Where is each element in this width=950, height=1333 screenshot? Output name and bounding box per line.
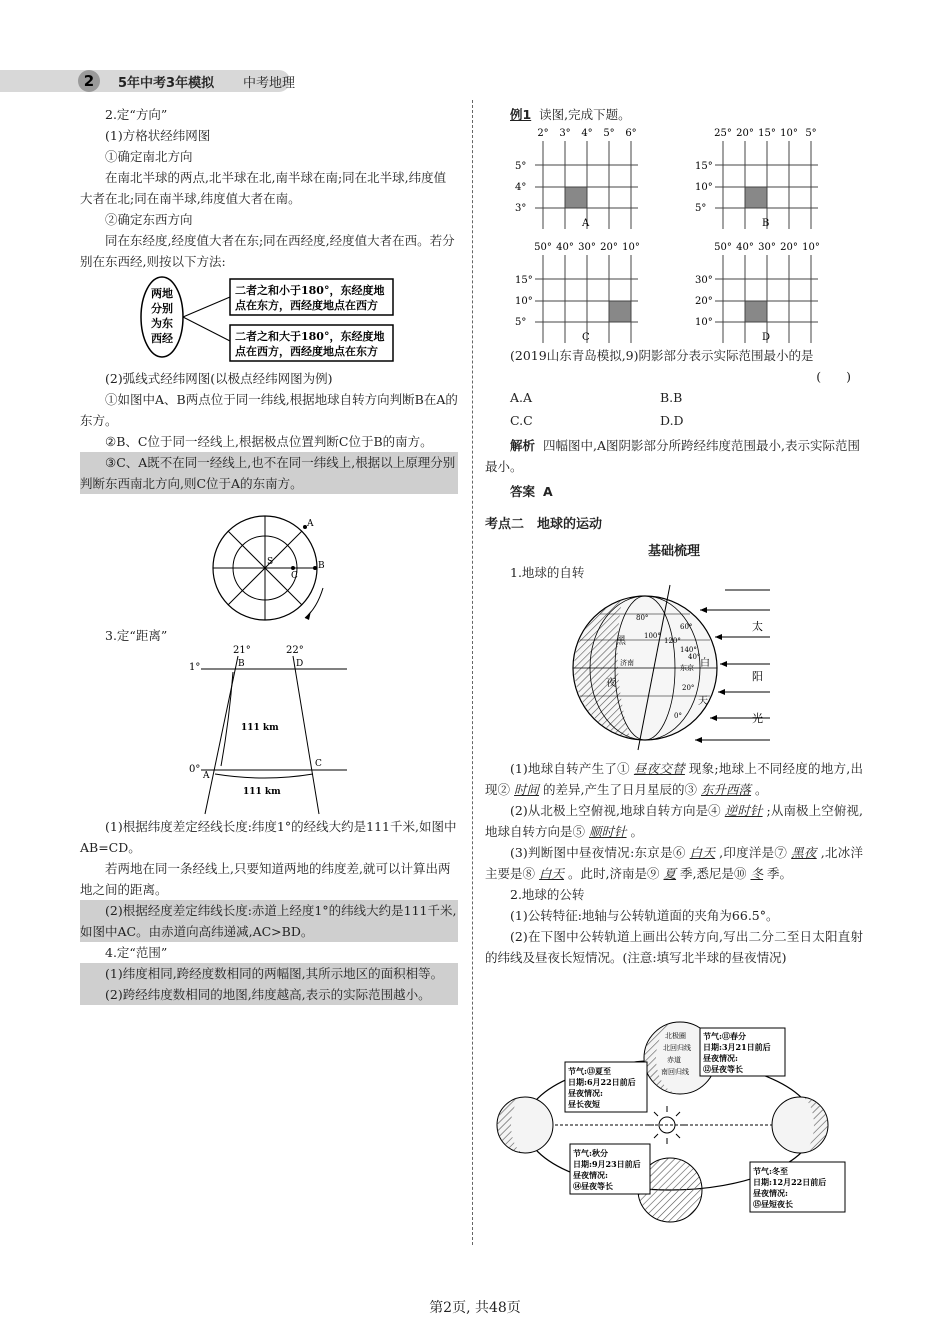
grid-a-side: 3° xyxy=(515,203,527,214)
q3-text: 季。 xyxy=(767,866,793,881)
page-footer: 第2页, 共48页 xyxy=(429,1300,521,1316)
autumn-term: 节气:秋分 xyxy=(573,1148,608,1158)
winter-daynight: ⑮昼短夜长 xyxy=(753,1199,793,1209)
answer-label: 答案 xyxy=(510,484,536,499)
polar-label-a: A xyxy=(307,519,314,529)
grid-a xyxy=(515,128,638,229)
globe-label-day: 白 xyxy=(700,658,710,669)
q3-text: 季,悉尼是⑩ xyxy=(680,866,747,881)
rule-box2-line: 二者之和大于180°，东经度地 xyxy=(235,330,385,343)
grid-a-side: 4° xyxy=(515,182,527,193)
text-range-1: (1)纬度相同,跨经度数相同的两幅图,其所示地区的面积相等。 xyxy=(80,963,458,984)
revolution-orbit-diagram xyxy=(495,1020,870,1235)
grid-d-side: 30° xyxy=(695,275,713,286)
east-west-rule-diagram xyxy=(140,275,400,370)
q1-text: 现象;地球上不同经度的地方,出现② xyxy=(485,761,863,797)
q2-text: ;从南极上空俯视,地球自转方向是⑤ xyxy=(485,803,863,839)
grid-c-top: 50° xyxy=(534,242,552,253)
oval-text: 分别 xyxy=(151,302,173,315)
grid-c-top: 40° xyxy=(556,242,574,253)
summer-date: 日期:6月22日前后 xyxy=(568,1077,636,1087)
summer-daynight: 昼长夜短 xyxy=(568,1099,600,1109)
option-d: D.D xyxy=(660,413,684,428)
grid-c-side: 10° xyxy=(515,296,533,307)
text-polar-map: (2)弧线式经纬网图(以极点经纬网图为例) xyxy=(105,371,333,386)
answer-2: 时间 xyxy=(514,782,540,797)
label-b: B xyxy=(238,659,245,669)
q1-text: 。 xyxy=(755,782,768,797)
globe-label-lon: 140° xyxy=(680,646,697,654)
grid-maps xyxy=(510,125,855,345)
answer-4: 逆时针 xyxy=(724,803,763,818)
answer-paren: ( ) xyxy=(816,369,851,384)
lat-tropic-capricorn: 南回归线 xyxy=(661,1068,689,1076)
answer-10: 冬 xyxy=(750,866,764,881)
rule-box2-line: 点在西方，西经度地点在东方 xyxy=(235,345,378,358)
grid-a-top: 4° xyxy=(581,128,593,139)
q2-text: 。 xyxy=(630,824,644,839)
page-number: 2 xyxy=(83,72,95,90)
example-text: 读图,完成下题。 xyxy=(539,107,631,122)
spring-daynight: ⑫昼夜等长 xyxy=(703,1064,743,1074)
rule-box1-line: 二者之和小于180°，东经度地 xyxy=(235,284,385,297)
analysis-text: 四幅图中,A图阴影部分所跨经纬度范围最小,表示实际范围最小。 xyxy=(485,438,860,474)
grid-d-side: 20° xyxy=(695,296,713,307)
left-column-d xyxy=(80,816,458,1005)
grid-a-top: 5° xyxy=(603,128,615,139)
autumn-daynight: ⑭昼夜等长 xyxy=(573,1181,613,1191)
globe-label-day: 天 xyxy=(698,696,708,707)
grid-b-label: B xyxy=(762,218,770,229)
sun-label: 阳 xyxy=(752,670,763,683)
column-divider xyxy=(472,100,473,1245)
example-header xyxy=(485,104,863,125)
text-grid-map: (1)方格状经纬网图 xyxy=(105,128,211,143)
option-b: B.B xyxy=(660,390,683,405)
polar-label-b: B xyxy=(318,561,325,571)
text-polar-2: ②B、C位于同一经线上,根据极点位置判断C位于B的南方。 xyxy=(105,434,433,449)
grid-a-label: A xyxy=(582,218,590,229)
grid-b-side: 15° xyxy=(695,161,713,172)
oval-text: 两地 xyxy=(151,287,173,300)
winter-term: 节气:冬至 xyxy=(753,1166,788,1176)
globe-label-night: 黑 xyxy=(616,636,626,647)
grid-a-top: 3° xyxy=(559,128,571,139)
spring-date: 日期:3月21日前后 xyxy=(703,1042,771,1052)
answer-3: 东升西落 xyxy=(701,782,752,797)
grid-d xyxy=(695,242,820,343)
option-c: C.C xyxy=(510,413,533,428)
globe-label-lat: 0° xyxy=(674,712,682,720)
sun-label: 太 xyxy=(752,620,763,633)
lat-equator: 赤道 xyxy=(667,1056,681,1064)
winter-daynight-label: 昼夜情况: xyxy=(753,1188,788,1198)
heading-rotation: 1.地球的自转 xyxy=(510,565,585,580)
grid-b xyxy=(695,128,818,229)
spring-term: 节气:⑪春分 xyxy=(703,1031,746,1041)
text-revolution-2: (2)在下图中公转轨道上画出公转方向,写出二分二至日太阳直射的纬线及昼夜长短情况。(注意:填写北半球的昼夜情况) xyxy=(485,929,863,965)
grid-d-top: 30° xyxy=(758,242,776,253)
rotation-questions xyxy=(485,758,863,968)
q3-text: ,印度洋是⑦ xyxy=(719,845,788,860)
sub-title: 基础梳理 xyxy=(647,544,700,559)
grid-c-top: 10° xyxy=(622,242,640,253)
grid-c xyxy=(515,242,640,343)
distance-diagram xyxy=(185,642,355,817)
text-polar-3: ③C、A既不在同一经线上,也不在同一纬线上,根据以上原理分别判断东西南北方向,则C位于A的东南方。 xyxy=(80,452,458,494)
globe-label-lon: 120° xyxy=(664,637,681,645)
label-111km-horizontal: 111 km xyxy=(243,787,281,797)
grid-a-side: 5° xyxy=(515,161,527,172)
label-d: D xyxy=(296,659,304,669)
grid-a-top: 2° xyxy=(537,128,549,139)
heading-direction: 2.定“方向” xyxy=(105,107,168,122)
answer-8: 白天 xyxy=(539,866,565,881)
grid-b-side: 10° xyxy=(695,182,713,193)
polar-label-s: S xyxy=(267,557,274,567)
text-ns: ①确定南北方向 xyxy=(105,149,193,164)
lon-21: 21° xyxy=(233,645,251,656)
lat-tropic-cancer: 北回归线 xyxy=(663,1044,691,1052)
answer-5: 顺时针 xyxy=(589,824,627,839)
left-column-b xyxy=(80,368,458,494)
text-dist-1: (1)根据纬度差定经线长度:纬度1°的经线大约是111千米,如图中AB=CD。 xyxy=(80,819,457,855)
globe-label-tokyo: 东京 xyxy=(680,664,694,672)
grid-b-top: 10° xyxy=(780,128,798,139)
answer-6: 白天 xyxy=(689,845,716,860)
text-revolution-1: (1)公转特征:地轴与公转轨道面的夹角为66.5°。 xyxy=(510,908,779,923)
grid-d-top: 40° xyxy=(736,242,754,253)
question-block xyxy=(485,345,863,583)
polar-grid-diagram xyxy=(205,512,335,627)
heading-range: 4.定“范围” xyxy=(105,945,168,960)
grid-d-top: 50° xyxy=(714,242,732,253)
lat-0: 0° xyxy=(189,764,201,775)
label-a: A xyxy=(203,771,210,781)
q3-text: 。此时,济南是⑨ xyxy=(568,866,660,881)
oval-text: 西经 xyxy=(151,332,173,345)
grid-d-top: 20° xyxy=(780,242,798,253)
q3-text: ,北冰洋主要是⑧ xyxy=(485,845,863,881)
grid-d-side: 10° xyxy=(695,317,713,328)
globe-label-lat: 40° xyxy=(688,653,701,661)
summer-term: 节气:⑬夏至 xyxy=(568,1066,611,1076)
label-111km-vertical: 111 km xyxy=(241,723,279,733)
answer-9: 夏 xyxy=(663,866,677,881)
option-row xyxy=(485,410,863,431)
globe-label-lat: 20° xyxy=(682,684,695,692)
option-a: A.A xyxy=(510,390,533,405)
rotation-globe-diagram xyxy=(570,580,775,755)
summer-daynight-label: 昼夜情况: xyxy=(568,1088,603,1098)
grid-b-top: 20° xyxy=(736,128,754,139)
subject-title: 中考地理 xyxy=(243,76,296,91)
grid-b-top: 5° xyxy=(805,128,817,139)
question-text: (2019山东青岛模拟,9)阴影部分表示实际范围最小的是 xyxy=(510,348,814,363)
grid-c-side: 15° xyxy=(515,275,533,286)
grid-d-top: 10° xyxy=(802,242,820,253)
text-dist-2: 若两地在同一条经线上,只要知道两地的纬度差,就可以计算出两地之间的距离。 xyxy=(80,861,451,897)
oval-text: 为东 xyxy=(151,317,173,330)
q1-text: 的差异,产生了日月星辰的③ xyxy=(543,782,698,797)
grid-a-top: 6° xyxy=(625,128,637,139)
option-row xyxy=(485,387,863,408)
analysis-label: 解析 xyxy=(510,438,536,453)
left-column xyxy=(80,104,458,272)
grid-c-side: 5° xyxy=(515,317,527,328)
answer-value: A xyxy=(542,484,553,499)
lat-1: 1° xyxy=(189,662,201,673)
q1-text: (1)地球自转产生了① xyxy=(510,761,630,776)
globe-label-jinan: 济南 xyxy=(620,659,634,667)
grid-c-top: 30° xyxy=(578,242,596,253)
globe-label-lon: 100° xyxy=(644,632,661,640)
text-dist-3: (2)根据经度差定纬线长度:赤道上经度1°的纬线大约是111千米,如图中AC。由赤道向高纬递减,AC>BD。 xyxy=(80,900,458,942)
q2-text: (2)从北极上空俯视,地球自转方向是④ xyxy=(510,803,721,818)
grid-b-top: 25° xyxy=(714,128,732,139)
text-ns-body: 在南北半球的两点,北半球在北,南半球在南;同在北半球,纬度值大者在北;同在南半球,纬度值大者在南。 xyxy=(80,170,447,206)
autumn-daynight-label: 昼夜情况: xyxy=(573,1170,608,1180)
winter-date: 日期:12月22日前后 xyxy=(753,1177,827,1187)
spring-daynight-label: 昼夜情况: xyxy=(703,1053,738,1063)
answer-7: 黑夜 xyxy=(791,845,817,860)
rule-box1-line: 点在东方，西经度地点在西方 xyxy=(235,299,378,312)
text-ew-body: 同在东经度,经度值大者在东;同在西经度,经度值大者在西。若分别在东西经,则按以下方法: xyxy=(80,233,455,269)
grid-b-side: 5° xyxy=(695,203,707,214)
grid-b-top: 15° xyxy=(758,128,776,139)
polar-label-c: C xyxy=(291,571,298,581)
text-ew: ②确定东西方向 xyxy=(105,212,193,227)
q3-text: (3)判断图中昼夜情况:东京是⑥ xyxy=(510,845,686,860)
lon-22: 22° xyxy=(286,645,304,656)
grid-c-top: 20° xyxy=(600,242,618,253)
globe-label-night: 夜 xyxy=(606,678,616,689)
grid-c-label: C xyxy=(582,332,590,343)
sun-label: 光 xyxy=(752,712,763,725)
text-range-2: (2)跨经纬度数相同的地图,纬度越高,表示的实际范围越小。 xyxy=(80,984,458,1005)
book-title: 5年中考3年模拟 xyxy=(118,76,215,91)
label-c: C xyxy=(315,759,322,769)
globe-label-lat: 60° xyxy=(680,623,693,631)
globe-label-lat: 80° xyxy=(636,614,649,622)
section-title: 考点二 地球的运动 xyxy=(485,517,603,532)
answer-1: 昼夜交替 xyxy=(633,761,685,776)
lat-arctic: 北极圈 xyxy=(665,1032,686,1040)
autumn-date: 日期:9月23日前后 xyxy=(573,1159,641,1169)
heading-revolution: 2.地球的公转 xyxy=(510,887,585,902)
grid-d-label: D xyxy=(762,332,771,343)
text-polar-1: ①如图中A、B两点位于同一纬线,根据地球自转方向判断B在A的东方。 xyxy=(80,392,458,428)
example-label: 例1 xyxy=(510,107,532,122)
heading-distance: 3.定“距离” xyxy=(105,628,168,643)
